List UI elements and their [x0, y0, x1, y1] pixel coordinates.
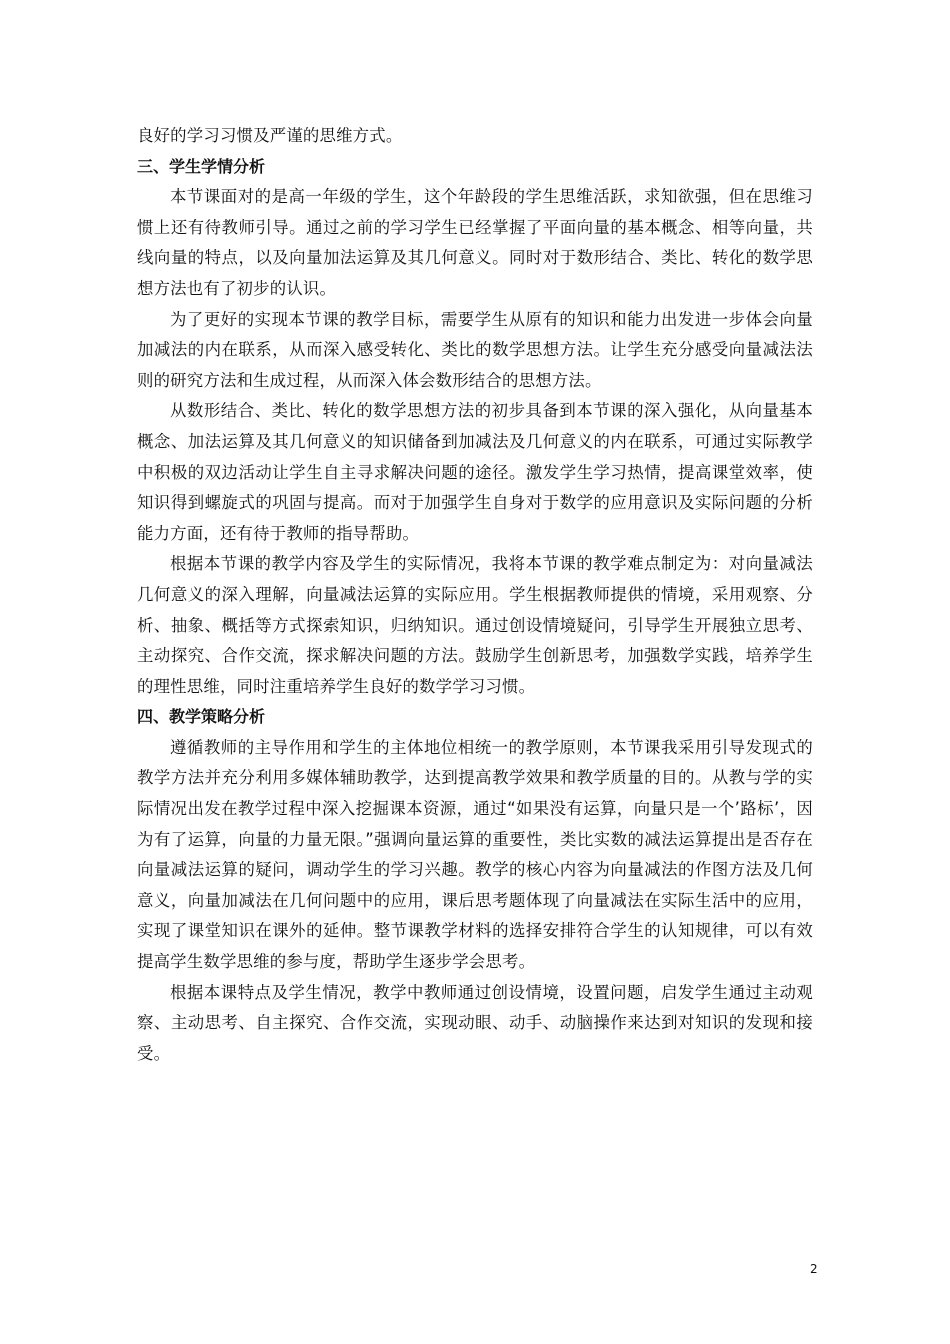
- page-number: 2: [810, 1262, 818, 1276]
- paragraph: 本节课面对的是高一年级的学生，这个年龄段的学生思维活跃，求知欲强，但在思维习惯上还有待教师引导。通过之前的学习学生已经掌握了平面向量的基本概念、相等向量，共线向量的特点，以及向量加法运算及其几何意义。同时对于数形结合、类比、转化的数学思想方法也有了初步的认识。: [137, 187, 813, 298]
- continuation-paragraph: 良好的学习习惯及严谨的思维方式。: [137, 126, 403, 145]
- page-content: [137, 121, 813, 1069]
- section-heading-teaching-strategy: 四、教学策略分析: [137, 707, 266, 727]
- paragraph: 为了更好的实现本节课的教学目标，需要学生从原有的知识和能力出发进一步体会向量加减法的内在联系，从而深入感受转化、类比的数学思想方法。让学生充分感受向量减法法则的研究方法和生成过程，从而深入体会数形结合的思想方法。: [137, 309, 813, 390]
- paragraph: 遵循教师的主导作用和学生的主体地位相统一的教学原则，本节课我采用引导发现式的教学方法并充分利用多媒体辅助教学，达到提高教学效果和教学质量的目的。从教与学的实际情况出发在教学过程中深入挖掘课本资源，通过“如果没有运算，向量只是一个’路标’，因为有了运算，向量的力量无限。”强调向量运算的重要性，类比实数的减法运算提出是否存在向量减法运算的疑问，调动学生的学习兴趣。教学的核心内容为向量减法的作图方法及几何意义，向量加减法在几何问题中的应用，课后思考题体现了向量减法在实际生活中的应用，实现了课堂知识在课外的延伸。整节课教学材料的选择安排符合学生的认知规律，可以有效提高学生数学思维的参与度，帮助学生逐步学会思考。: [137, 737, 813, 972]
- section-heading-student-analysis: 三、学生学情分析: [137, 156, 266, 176]
- paragraph: 从数形结合、类比、转化的数学思想方法的初步具备到本节课的深入强化，从向量基本概念、加法运算及其几何意义的知识储备到加减法及几何意义的内在联系，可通过实际教学中积极的双边活动让学生自主寻求解决问题的途径。激发学生学习热情，提高课堂效率，使知识得到螺旋式的巩固与提高。而对于加强学生自身对于数学的应用意识及实际问题的分析能力方面，还有待于教师的指导帮助。: [137, 401, 813, 543]
- paragraph: 根据本课特点及学生情况，教学中教师通过创设情境，设置问题，启发学生通过主动观察、主动思考、自主探究、合作交流，实现动眼、动手、动脑操作来达到对知识的发现和接受。: [137, 982, 813, 1063]
- paragraph: 根据本节课的教学内容及学生的实际情况，我将本节课的教学难点制定为：对向量减法几何意义的深入理解，向量减法运算的实际应用。学生根据教师提供的情境，采用观察、分析、抽象、概括等方式探索知识，归纳知识。通过创设情境疑问，引导学生开展独立思考、主动探究、合作交流，探求解决问题的方法。鼓励学生创新思考，加强数学实践，培养学生的理性思维，同时注重培养学生良好的数学学习习惯。: [137, 554, 813, 696]
